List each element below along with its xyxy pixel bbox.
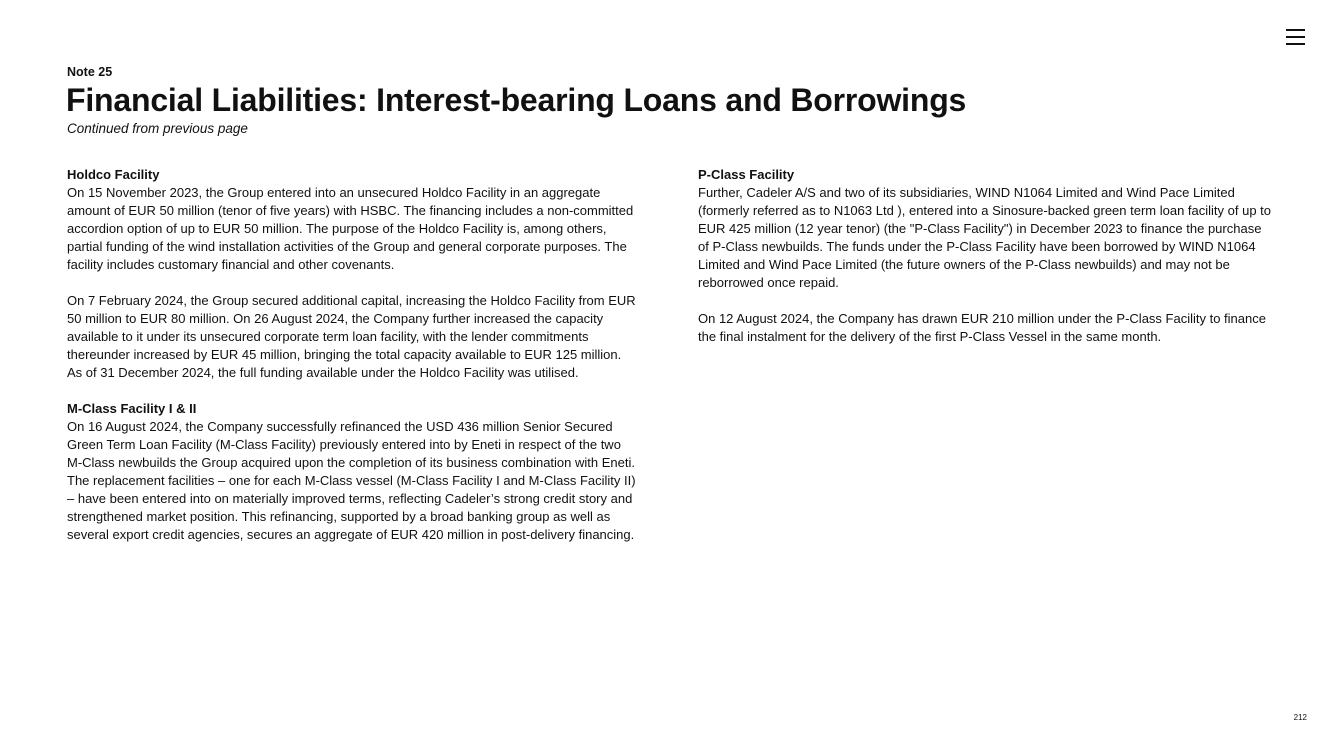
page-number: 212: [1293, 713, 1307, 722]
pclass-paragraph-2: On 12 August 2024, the Company has drawn EUR 210 million under the P-Class Facility to finance the final instalment for the delivery of the first P-Class Vessel in the same month.: [698, 311, 1266, 344]
holdco-heading: Holdco Facility: [67, 167, 160, 182]
holdco-paragraph-2: On 7 February 2024, the Group secured additional capital, increasing the Holdco Facility from EUR 50 million to EUR 80 million. On 26 August 2024, the Company further increased the capacity available to it under its unsecured corporate term loan facility, with the lender commitments thereunder increased by EUR 45 million, bringing the total capacity available to EUR 125 million. As of 31 December 2024, the full funding available under the Holdco Facility was utilised.: [67, 293, 636, 380]
right-column: [698, 166, 1273, 364]
holdco-paragraph-1: On 15 November 2023, the Group entered into an unsecured Holdco Facility in an aggregate amount of EUR 50 million (tenor of five years) with HSBC. The financing includes a non-committed accordion option of up to EUR 50 million. The purpose of the Holdco Facility is, among others, partial funding of the wind installation activities of the Group and general corporate purposes. The facility includes customary financial and other covenants.: [67, 185, 634, 272]
left-column: [67, 166, 637, 562]
page-subtitle: Continued from previous page: [67, 121, 248, 136]
mclass-paragraph-1: On 16 August 2024, the Company successfully refinanced the USD 436 million Senior Secured Green Term Loan Facility (M-Class Facility) previously entered into by Eneti in respect of the two M-Class newbuilds the Group acquired upon the completion of its business combination with Eneti. The replacement facilities – one for each M-Class vessel (M-Class Facility I and M-Class Facility II) – have been entered into on materially improved terms, reflecting Cadeler’s strong credit story and strengthened market position. This refinancing, supported by a broad banking group as well as several export credit agencies, secures an aggregate of EUR 420 million in post-delivery financing.: [67, 419, 636, 542]
pclass-paragraph-1: Further, Cadeler A/S and two of its subsidiaries, WIND N1064 Limited and Wind Pace Limited (formerly referred as to N1063 Ltd ), entered into a Sinosure-backed green term loan facility of up to EUR 425 million (12 year tenor) (the "P-Class Facility") in December 2023 to finance the purchase of P-Class newbuilds. The funds under the P-Class Facility have been borrowed by WIND N1064 Limited and Wind Pace Limited (the future owners of the P-Class newbuilds) and may not be reborrowed once repaid.: [698, 185, 1272, 290]
page-title: Financial Liabilities: Interest-bearing Loans and Borrowings: [66, 82, 967, 118]
mclass-section: [67, 400, 637, 544]
menu-line: [1286, 43, 1305, 45]
pclass-heading: P-Class Facility: [698, 167, 795, 182]
menu-line: [1286, 36, 1305, 38]
mclass-heading: M-Class Facility I & II: [67, 401, 197, 416]
pclass-section: [698, 166, 1273, 346]
note-label: Note 25: [67, 65, 113, 79]
menu-line: [1286, 29, 1305, 31]
hamburger-menu-icon[interactable]: [1286, 28, 1306, 46]
holdco-section: [67, 166, 637, 382]
